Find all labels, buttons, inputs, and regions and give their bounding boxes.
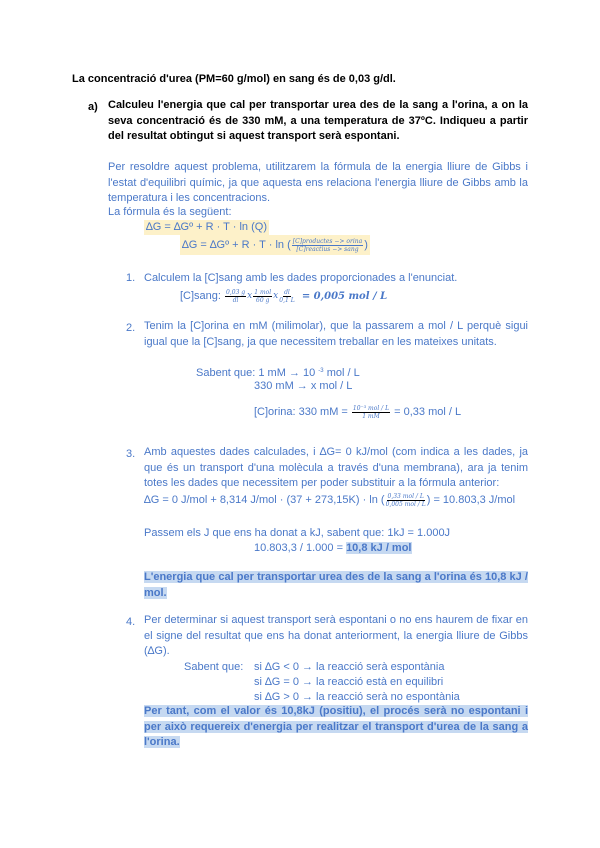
step1-f3-denominator: 0,1 L — [279, 296, 295, 304]
step2-denominator: 1 mM — [362, 412, 380, 420]
corina-label: [C]orina: 330 mM = — [254, 405, 348, 418]
step1-fraction-3 — [279, 289, 294, 304]
step3-equation — [144, 490, 515, 510]
step1-f3-numerator: dl — [284, 288, 290, 296]
step4-conclusion — [144, 704, 528, 751]
kj-conversion-note: Passem els J que ens ha donat a kJ, sabent que: 1kJ = 1.000J — [144, 527, 451, 539]
step1-f1-denominator: dl — [232, 296, 239, 304]
step2-line1-prefix: Sabent que: 1 mM → 10 — [196, 367, 316, 379]
formula2-numerator: [C]productes −> orina — [292, 237, 363, 245]
problem-statement: La concentració d'urea (PM=60 g/mol) en sang és de 0,03 g/dl. — [72, 73, 396, 85]
step2-text: Tenim la [C]orina en mM (milimolar), que la passarem a mol / L perquè sigui igual que la [C]sang, ja que necessitem treballar en les mateixes unitats. — [144, 320, 528, 348]
step1-fraction-2 — [253, 289, 272, 304]
step2-exponent: -3 — [318, 368, 324, 374]
step3-numerator: 0,33 mol / L — [387, 492, 424, 500]
step1-fraction-1 — [225, 289, 246, 304]
step1-text: Calculem la [C]sang amb les dades proporcionades a l'enunciat. — [144, 272, 458, 284]
question-label: a) — [88, 101, 98, 113]
step1-number: 1. — [126, 272, 136, 284]
step4-conclusion-text: Per tant, com el valor és 10,8kJ (positiu), el procés serà no espontani i per això requereix d'energia per realitzar el transport d'urea de la sang a l'orina. — [144, 705, 528, 748]
kj-calc-text: 10.803,3 / 1.000 = — [254, 542, 343, 554]
case-negative: si ∆G < 0 → la reacció serà espontània — [254, 661, 445, 673]
times-symbol: x — [247, 290, 253, 301]
step3-number: 3. — [126, 448, 136, 460]
step1-f2-numerator: 1 mol — [254, 288, 272, 296]
step4-text: Per determinar si aquest transport serà espontani o no ens haurem de fixar en el signe del resultat que ens ha donat anteriorment, la energia lliure de Gibbs (∆G). — [144, 614, 528, 657]
step2-fraction — [352, 405, 390, 420]
sabent-label: Sabent que: — [184, 661, 244, 673]
formula2-prefix: ∆G = ∆Gº + R · T · ln ( — [182, 238, 291, 251]
step3-conclusion — [144, 570, 528, 601]
step1-f1-numerator: 0,03 g — [226, 288, 246, 296]
question-text: Calculeu l'energia que cal per transportar urea des de la sang a l'orina, a on la seva concentració és de 330 mM, a una temperatura de 37ºC. Indiqueu a partir del resultat obtingut si aquest transport serà espontani. — [108, 99, 528, 142]
intro-text: Per resoldre aquest problema, utilitzarem la fórmula de la energia lliure de Gibbs i l'estat d'equilibri químic, ja que aquesta ens relaciona l'energia lliure de Gibbs amb la temperatura i les concentracions. — [108, 161, 528, 204]
kj-result-highlight: 10,8 kJ / mol — [346, 542, 412, 554]
case-zero: si ∆G = 0 → la reacció està en equilibri — [254, 676, 444, 688]
step1-calculation — [180, 286, 387, 306]
step2-line2: 330 mM → x mol / L — [254, 380, 353, 392]
step1-f2-denominator: 60 g — [256, 296, 270, 304]
gibbs-formula-1: ∆G = ∆Gº + R · T · ln (Q) — [146, 221, 267, 233]
step2-line1-suffix: mol / L — [326, 367, 360, 379]
step2-number: 2. — [126, 322, 136, 334]
step3-eq-prefix: ∆G = 0 J/mol + 8,314 J/mol · (37 + 273,15K) · ln ( — [144, 493, 385, 506]
step3-denominator: 0,005 mol / L — [385, 500, 426, 508]
step2-numerator: 10⁻³ mol / L — [352, 404, 390, 412]
step2-result: = 0,33 mol / L — [394, 405, 462, 418]
step2-line3 — [254, 402, 461, 422]
step4-number: 4. — [126, 616, 136, 628]
step1-result: = 0,005 mol / L — [301, 290, 388, 302]
step3-conclusion-text: L'energia que cal per transportar urea des de la sang a l'orina és 10,8 kJ / mol. — [144, 571, 528, 599]
formula2-denominator: [C]reactius −> sang — [296, 245, 359, 253]
step3-fraction — [386, 493, 426, 508]
case-positive: si ∆G > 0 → la reacció serà no espontània — [254, 691, 460, 703]
formula2-suffix: ) — [364, 238, 368, 251]
gibbs-formula-2 — [180, 235, 370, 255]
kj-calculation — [254, 541, 412, 556]
step3-text: Amb aquestes dades calculades, i ∆G= 0 kJ/mol (com indica a les dades, ja que és un transport d'una molècula a través d'una membrana), ara ja tenim totes les dades que necessitem per poder substituir a la fórmula anterior: — [144, 446, 528, 489]
formula2-fraction — [292, 238, 363, 253]
step3-eq-result: ) = 10.803,3 J/mol — [426, 493, 516, 506]
csang-label: [C]sang: — [180, 289, 221, 302]
formula-intro: La fórmula és la següent: — [108, 206, 232, 218]
times-symbol: x — [273, 290, 279, 301]
